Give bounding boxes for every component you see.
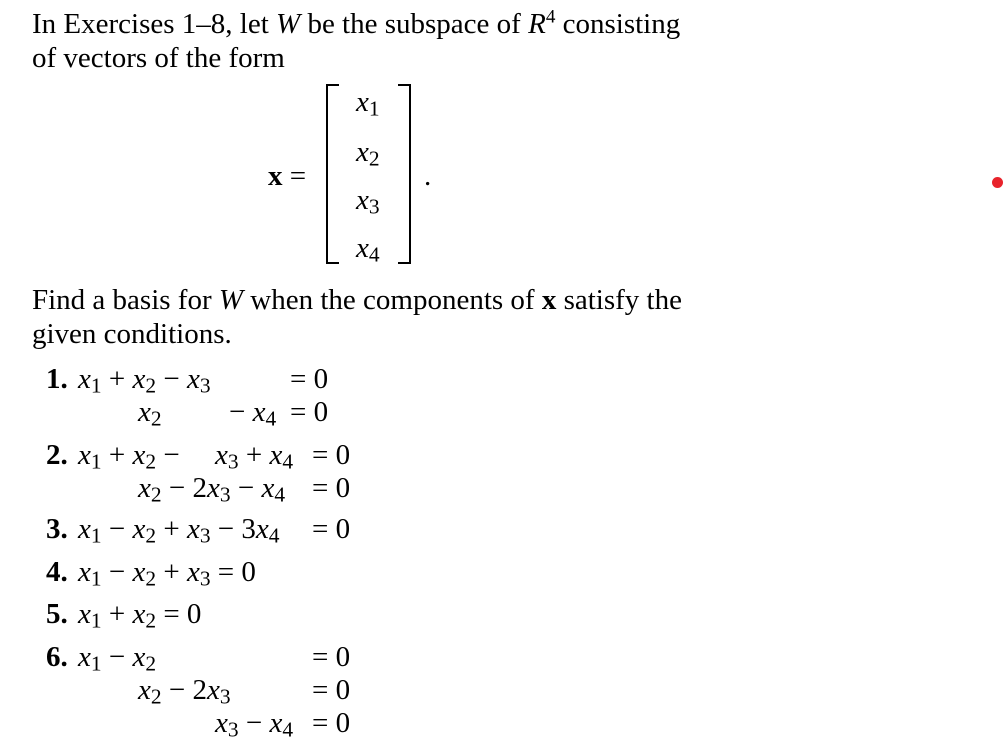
vector-entry-2: $x_2$ xyxy=(356,136,380,171)
equals-sign: = xyxy=(282,160,307,192)
prompt-line-2: given conditions. xyxy=(32,318,232,350)
exercise-number-4: 4. xyxy=(46,556,68,588)
exercise-1-rhs-2: = 0 xyxy=(290,396,329,428)
intro-text: consisting xyxy=(555,8,681,40)
exercise-6-equation-1: $x_1 - x_2$ xyxy=(78,641,157,676)
prompt-text: Find a basis for xyxy=(32,284,219,316)
prompt-line-1 xyxy=(32,286,682,315)
exercise-6-equation-2: $x_2 - 2x_3$ xyxy=(138,674,231,709)
exercise-1-equation-2-b: − $x_4$ xyxy=(229,396,277,431)
exercise-2-rhs-2: = 0 xyxy=(312,472,351,504)
red-dot-marker xyxy=(992,177,1003,188)
intro-line-1 xyxy=(32,6,681,40)
superscript-4: 4 xyxy=(545,6,556,28)
exercise-1-rhs-1: = 0 xyxy=(290,363,329,395)
exercise-number-2: 2. xyxy=(46,439,68,471)
exercise-1-equation-1: $x_1 + x_2 - x_3$ xyxy=(78,363,211,398)
intro-text: be the subspace of xyxy=(300,8,529,40)
left-bracket xyxy=(326,84,339,264)
bold-x: x xyxy=(268,160,283,192)
exercise-number-5: 5. xyxy=(46,598,68,630)
exercise-6-rhs-1: = 0 xyxy=(312,641,351,673)
right-bracket xyxy=(398,84,411,264)
vector-period: . xyxy=(424,160,432,192)
exercise-number-6: 6. xyxy=(46,641,68,673)
exercise-2-rhs-1: = 0 xyxy=(312,439,351,471)
vector-entry-3: $x_3$ xyxy=(356,184,380,219)
intro-text: In Exercises 1–8, let xyxy=(32,8,277,40)
vector-entry-4: $x_4$ xyxy=(356,232,380,267)
bold-x: x xyxy=(541,284,557,316)
exercise-6-rhs-3: = 0 xyxy=(312,707,351,739)
var-r: R xyxy=(528,8,546,40)
exercise-number-3: 3. xyxy=(46,513,68,545)
exercise-6-rhs-2: = 0 xyxy=(312,674,351,706)
vector-label xyxy=(268,162,306,191)
vector-entry-1: $x_1$ xyxy=(356,86,380,121)
prompt-text: when the components of xyxy=(243,284,542,316)
exercise-2-equation-1-b: $x_3 + x_4$ xyxy=(215,439,294,474)
exercise-number-1: 1. xyxy=(46,363,68,395)
exercise-2-equation-2: $x_2 - 2x_3 - x_4$ xyxy=(138,472,286,507)
var-w: W xyxy=(218,284,244,316)
exercise-4-equation: $x_1 - x_2 + x_3 = 0$ xyxy=(78,556,256,591)
exercise-3-rhs: = 0 xyxy=(312,513,351,545)
var-w: W xyxy=(276,8,301,40)
exercise-5-equation: $x_1 + x_2 = 0$ xyxy=(78,598,202,633)
intro-line-2: of vectors of the form xyxy=(32,42,285,74)
exercise-1-equation-2: $x_2$ xyxy=(138,396,162,431)
exercise-3-equation: $x_1 - x_2 + x_3 - 3x_4$ xyxy=(78,513,280,548)
prompt-text: satisfy the xyxy=(556,284,682,316)
exercise-6-equation-3: $x_3 - x_4$ xyxy=(215,707,294,742)
exercise-2-equation-1: $x_1 + x_2$ − xyxy=(78,439,180,474)
